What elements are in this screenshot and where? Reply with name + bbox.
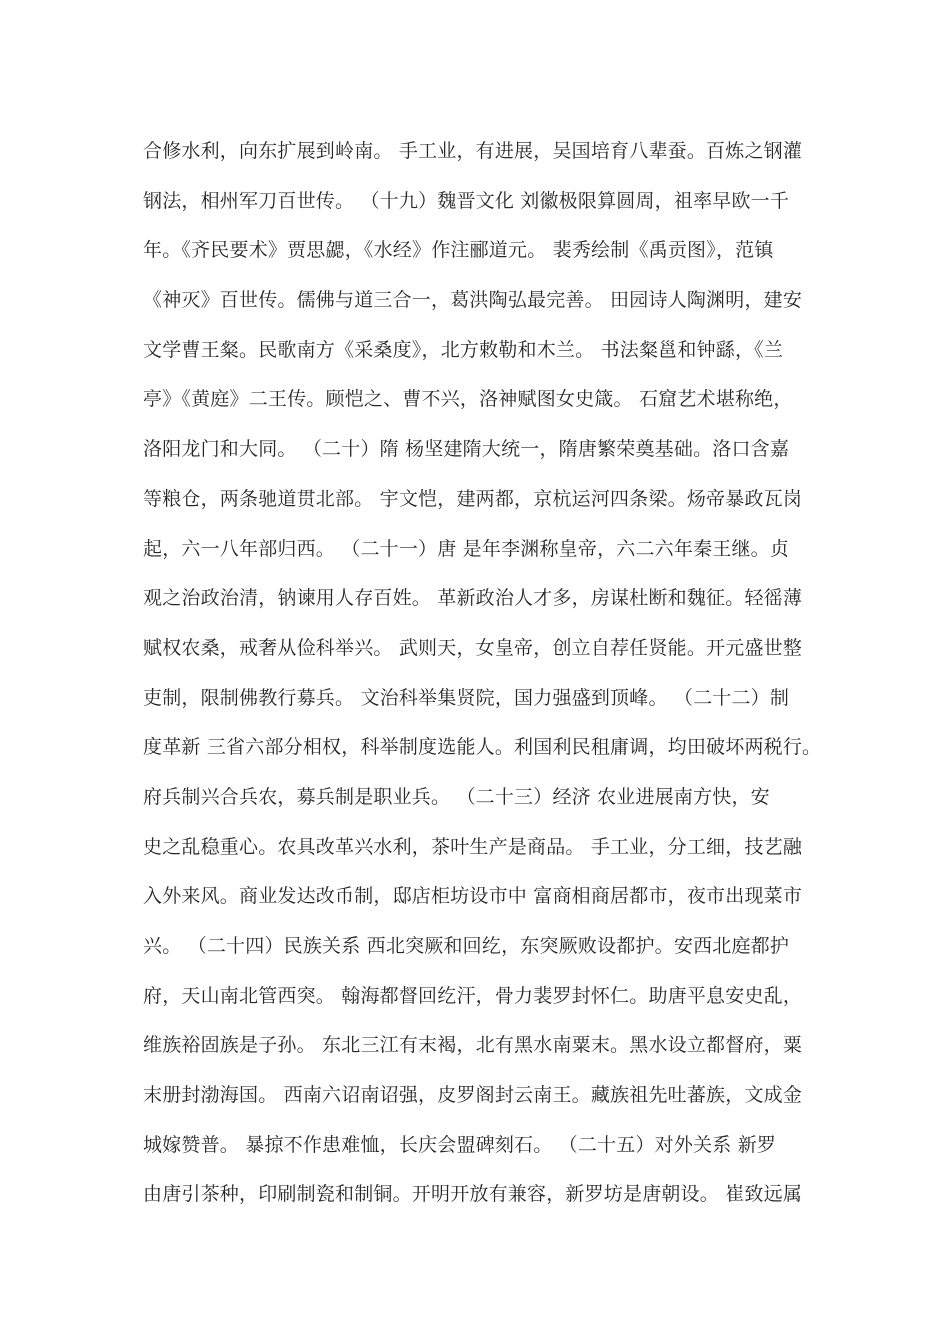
text-line: 等粮仓，两条驰道贯北部。 宇文恺，建两都，京杭运河四条梁。炀帝暴政瓦岗 — [143, 487, 803, 510]
text-line: 观之治政治清，钠谏用人存百姓。 革新政治人才多，房谋杜断和魏征。轻徭薄 — [143, 587, 803, 610]
text-line: 赋权农桑，戒奢从俭科举兴。 武则天，女皇帝，创立自荐任贤能。开元盛世整 — [143, 636, 803, 659]
body-text — [143, 127, 843, 1220]
text-line: 年。《齐民要术》贾思勰，《水经》作注郦道元。 裴秀绘制《禹贡图》，范镇 — [143, 239, 774, 262]
text-line: 城嫁赞普。 暴掠不作患难恤，长庆会盟碑刻石。 （二十五）对外关系 新罗 — [143, 1133, 777, 1156]
text-line: 维族裕固族是子孙。 东北三江有末褐，北有黑水南粟末。黑水设立都督府，粟 — [143, 1034, 803, 1057]
text-line: 度革新 三省六部分相权，科举制度选能人。利国利民租庸调，均田破坏两税行。 — [143, 736, 822, 759]
text-line: 府兵制兴合兵农，募兵制是职业兵。 （二十三）经济 农业进展南方快，安 — [143, 785, 770, 808]
text-line: 史之乱稳重心。农具改革兴水利，茶叶生产是商品。 手工业，分工细，技艺融 — [143, 835, 803, 858]
text-line: 亭》《黄庭》二王传。顾恺之、曹不兴，洛神赋图女史箴。 石窟艺术堪称绝， — [143, 388, 793, 411]
text-line: 合修水利，向东扩展到岭南。 手工业，有进展，吴国培育八辈蚕。百炼之钢灌 — [143, 140, 803, 162]
text-line: 起，六一八年部归西。 （二十一）唐 是年李渊称皇帝，六二六年秦王继。贞 — [143, 537, 790, 560]
text-line: 吏制，限制佛教行募兵。 文治科举集贤院，国力强盛到顶峰。 （二十二）制 — [143, 686, 790, 709]
text-line: 《神灭》百世传。儒佛与道三合一，葛洪陶弘最完善。 田园诗人陶渊明，建安 — [143, 289, 803, 312]
text-line: 洛阳龙门和大同。 （二十）隋 杨坚建隋大统一，隋唐繁荣奠基础。洛口含嘉 — [143, 438, 790, 461]
text-line: 入外来风。商业发达改币制，邸店柜坊设市中 富商相商居都市，夜市出现菜市 — [143, 885, 803, 908]
text-line: 由唐引茶种，印刷制瓷和制铜。开明开放有兼容，新罗坊是唐朝设。 崔致远属 — [143, 1183, 803, 1206]
text-line: 兴。 （二十四）民族关系 西北突厥和回纥，东突厥败设都护。安西北庭都护 — [143, 935, 790, 957]
text-line: 末册封渤海国。 西南六诏南诏强，皮罗阁封云南王。藏族祖先吐蕃族，文成金 — [143, 1084, 803, 1107]
text-line: 府，天山南北管西突。 翰海都督回纥汗，骨力裴罗封怀仁。助唐平息安史乱， — [143, 984, 803, 1007]
text-line: 钢法，相州军刀百世传。 （十九）魏晋文化 刘徽极限算圆周，祖率早欧一千 — [143, 189, 790, 212]
text-line: 文学曹王粲。民歌南方《采桑度》，北方敕勒和木兰。 书法粲邕和钟繇，《兰 — [143, 338, 784, 361]
